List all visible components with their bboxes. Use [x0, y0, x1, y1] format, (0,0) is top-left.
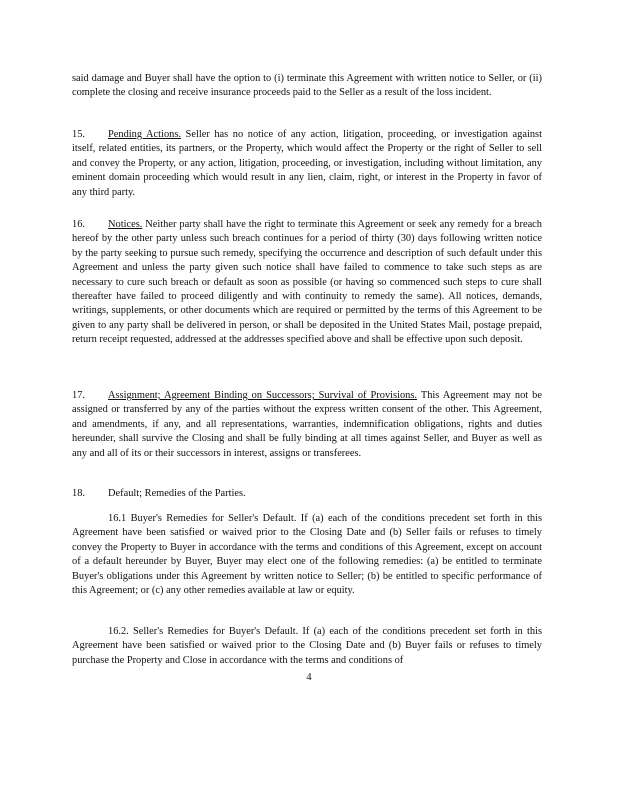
section-text: Neither party shall have the right to terminate this Agreement or seek any remedy for a breach hereof by the other party unless such breach continues for a period of thirty (30) days following written notice by the party seeking to pursue such remedy, specifying the occurrence and description of such default under this Agreement and unless the party given such notice shall have failed to commence to take such steps as are necessary to cure such breach or default as soon as possible (or having so commenced such steps to cure shall thereafter have failed to proceed diligently and with continuity to remedy the same). All notices, demands, writings, supplements, or other documents which are required or permitted by the terms of this Agreement to be given to any party shall be delivered in person, or shall be deposited in the United States Mail, postage prepaid, return receipt requested, addressed at the addresses specified above and shall be effective upon such deposit. — [72, 219, 542, 346]
section-number: 15. — [72, 129, 85, 140]
subsection-16-2 — [72, 625, 542, 668]
section-16 — [72, 218, 542, 348]
section-number: 18. — [72, 488, 85, 499]
subsection-text: 16.1 Buyer's Remedies for Seller's Default. If (a) each of the conditions precedent set forth in this Agreement have been satisfied or waived prior to the Closing Date and (b) Seller fails or refuses to timely convey the Property to Buyer in accordance with the terms and conditions of this Agreement, except on account of a default hereunder by Buyer, Buyer may elect one of the following remedies: (a) be entitled to terminate Buyer's obligations under this Agreement by written notice to Seller; (b) be entitled to specific performance of this Agreement; or (c) any other remedies available at law or equity. — [72, 513, 542, 597]
section-17 — [72, 389, 542, 461]
section-heading: Assignment; Agreement Binding on Successors; Survival of Provisions. — [108, 390, 418, 401]
section-text: Seller has no notice of any action, litigation, proceeding, or investigation against itself, related entities, its partners, or the Property, which would affect the Property or the right of Seller to sell and convey the Property, or any action, litigation, proceeding, or investigation, including without limitation, any eminent domain proceeding which would result in any lien, claim, right, or interest in the Property in favor of any third party. — [72, 129, 542, 198]
section-18 — [72, 487, 542, 501]
section-heading: Default; Remedies of the Parties. — [108, 488, 246, 499]
section-number: 16. — [72, 219, 85, 230]
section-15 — [72, 128, 542, 200]
section-text: This Agreement may not be assigned or transferred by any of the parties without the express written consent of the other. This Agreement, and amendments, if any, and all representations, warranties, indemnification obligations, rights and duties hereunder, shall survive the Closing and shall be fully binding at all times against Seller, and Buyer as well as any and all of its or their successors in interest, assigns or transferees. — [72, 390, 542, 459]
paragraph-text: said damage and Buyer shall have the option to (i) terminate this Agreement with written notice to Seller, or (ii) complete the closing and receive insurance proceeds paid to the Seller as a result of the loss incident. — [72, 73, 542, 99]
paragraph-continued — [72, 72, 542, 101]
page-number: 4 — [306, 672, 312, 683]
subsection-text: 16.2. Seller's Remedies for Buyer's Default. If (a) each of the conditions precedent set forth in this Agreement have been satisfied or waived prior to the Closing Date and (b) Buyer fails or refuses to timely purchase the Property and Close in accordance with the terms and conditions of — [72, 626, 542, 666]
section-number: 17. — [72, 390, 85, 401]
section-heading: Pending Actions. — [108, 129, 181, 140]
section-heading: Notices. — [108, 219, 143, 230]
subsection-16-1 — [72, 512, 542, 598]
